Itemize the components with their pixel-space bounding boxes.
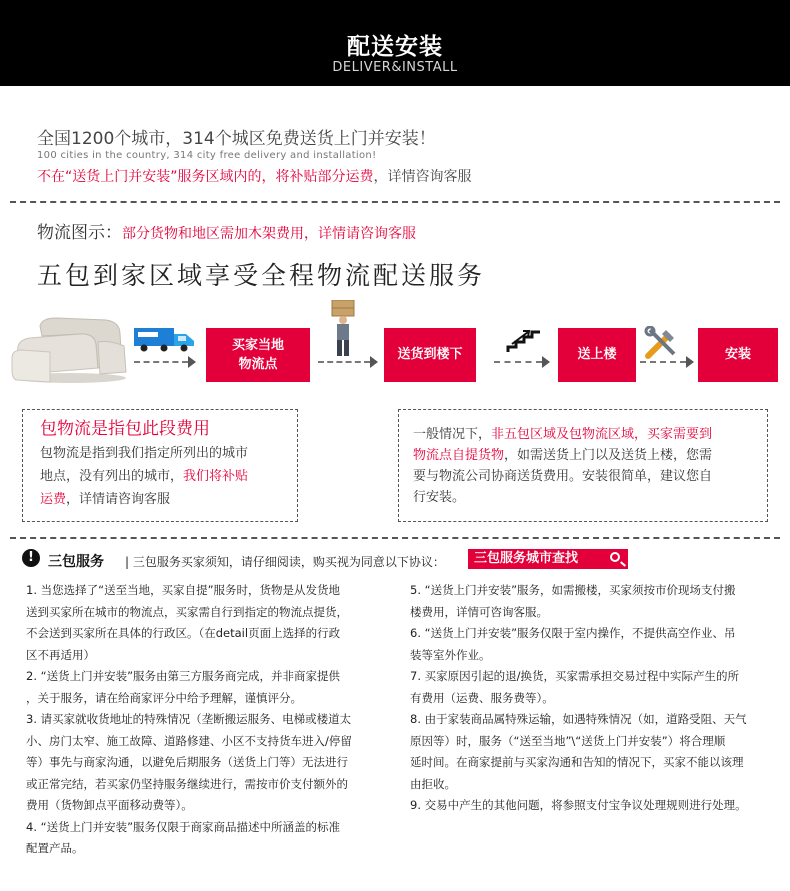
- flow-step-upstairs: [558, 328, 636, 382]
- divider: [10, 201, 780, 203]
- section-title: 配送安装: [347, 34, 443, 60]
- right-box-line3: 要与物流公司协商送货费用。安装很简单，建议您自: [413, 469, 713, 484]
- left-box-line3: [40, 488, 290, 511]
- terms-line: 由拒收。: [410, 776, 456, 791]
- terms-line: 费用（货物卸点平面移动费等）。: [26, 798, 193, 812]
- sofa-image: [10, 312, 130, 384]
- intro-headline: 全国1200个城市，314个城区免费送货上门并安装！: [37, 129, 436, 149]
- stairs-icon: [506, 330, 542, 354]
- flow-arrow: [640, 355, 694, 369]
- terms-line: 5. “送货上门并安装”服务，如需搬楼，买家须按市价现场支付搬: [410, 583, 736, 597]
- terms-line: 2. “送货上门并安装”服务由第三方服务商完成，并非商家提供: [26, 669, 341, 683]
- warning-icon: !: [22, 549, 40, 567]
- flow-step-local-pickup: [206, 328, 310, 382]
- flow-step-1-line1: 买家当地: [231, 337, 284, 353]
- worker-icon: [328, 300, 358, 358]
- left-box-title: 包物流是指包此段费用: [40, 419, 210, 439]
- search-icon: [610, 552, 620, 562]
- terms-line: 配置产品。: [26, 841, 84, 855]
- terms-line: 4. “送货上门并安装”服务仅限于商家商品描述中所涵盖的标准: [26, 819, 341, 834]
- logistics-label: 物流图示：: [37, 223, 122, 243]
- flow-arrow: [318, 355, 378, 369]
- left-box-line3b: ，详情请咨询客服: [66, 492, 171, 507]
- section-header: [0, 0, 790, 86]
- flow-step-3-label: 送上楼: [577, 347, 617, 363]
- terms-line: 不会送到买家所在具体的行政区。（在detail页面上选择的行政: [26, 626, 341, 640]
- subsidy-rest: ，详情咨询客服: [373, 169, 472, 185]
- logistics-note: 部分货物和地区需加木架费用，详情请咨询客服: [122, 226, 416, 242]
- terms-line: 装等室外作业。: [410, 647, 491, 662]
- terms-line: 延时间。在商家提前与买家沟通和告知的情况下，买家不能以该理: [410, 755, 744, 769]
- truck-icon: [134, 326, 196, 352]
- terms-line: 等）事先与商家沟通，以避免后期服务（送货上门等）无法进行: [26, 755, 348, 769]
- city-search-label: 三包服务城市查找: [474, 551, 579, 566]
- intro-english: 100 cities in the country, 314 city free delivery and installation!: [37, 150, 377, 161]
- flow-arrow: [134, 355, 196, 369]
- right-box-line1: [413, 424, 758, 445]
- terms-left-column: [26, 580, 396, 860]
- right-box-line1b: 非五包区域及包物流区域，买家需要到: [491, 427, 713, 442]
- flow-step-deliver-downstairs: [384, 328, 476, 382]
- left-box-line2a: 地点，没有列出的城市，: [40, 469, 184, 484]
- intro-subsidy-note: [37, 166, 472, 186]
- terms-line: 送到买家所在城市的物流点，买家需自行到指定的物流点提货，: [26, 604, 348, 619]
- three-guarantee-heading: 三包服务: [48, 554, 104, 570]
- terms-line: 或正常完结，若买家仍坚持服务继续进行，需按市价支付额外的: [26, 776, 348, 791]
- subsidy-highlight: 不在“送货上门并安装”服务区域内的，将补贴部分运费: [37, 169, 374, 185]
- terms-line: 区不再适用）: [26, 647, 95, 662]
- terms-line: 有费用（运费、服务费等）。: [410, 690, 554, 705]
- left-box-line2b: 我们将补贴: [183, 469, 249, 484]
- flow-step-install: [698, 328, 778, 382]
- right-box-line2a: 物流点自提货物: [413, 448, 505, 463]
- terms-line: ，关于服务，请在给商家评分中给予理解，谨慎评分。: [26, 690, 302, 705]
- service-big-title: 五包到家区域享受全程物流配送服务: [37, 261, 486, 290]
- terms-line: 7. 买家原因引起的退/换货，买家需承担交易过程中实际产生的所: [410, 669, 739, 683]
- section-subtitle: DELIVER&INSTALL: [332, 60, 458, 75]
- terms-line: 原因等）时，服务（“送至当地”\“送货上门并安装”）将合理顺: [410, 733, 726, 748]
- terms-line: 8. 由于家装商品属特殊运输，如遇特殊情况（如，道路受阻、天气: [410, 712, 747, 726]
- right-box-line2b: ，如需送货上门以及送货上楼，您需: [504, 448, 713, 463]
- flow-arrow: [494, 355, 550, 369]
- left-box-line2: [40, 465, 290, 488]
- terms-line: 1. 当您选择了“送至当地，买家自提”服务时，货物是从发货地: [26, 583, 341, 597]
- flow-step-1-line2: 物流点: [238, 357, 278, 372]
- terms-line: 9. 交易中产生的其他问题，将参照支付宝争议处理规则进行处理。: [410, 798, 747, 812]
- divider: [10, 537, 780, 539]
- right-box-line1a: 一般情况下，: [413, 427, 492, 442]
- left-box-line3a: 运费: [40, 492, 67, 507]
- flow-step-4-label: 安装: [724, 347, 751, 363]
- three-guarantee-description: | 三包服务买家须知，请仔细阅读，购买视为同意以下协议：: [125, 555, 445, 569]
- terms-line: 6. “送货上门并安装”服务仅限于室内操作，不提供高空作业、吊: [410, 626, 736, 640]
- right-box-line4: 行安装。: [413, 490, 466, 505]
- flow-step-2-label: 送货到楼下: [397, 347, 463, 363]
- left-box-line1: 包物流是指到我们指定所列出的城市: [40, 446, 249, 461]
- terms-right-column: [410, 580, 785, 817]
- right-box-text: [413, 424, 758, 508]
- logistics-heading: [37, 218, 416, 243]
- terms-line: 楼费用，详情可咨询客服。: [410, 604, 548, 619]
- terms-line: 小、房门太窄、施工故障、道路修建、小区不支持货车进入/停留: [26, 733, 352, 748]
- city-search-button[interactable]: [468, 549, 628, 569]
- terms-line: 3. 请买家就收货地址的特殊情况（垄断搬运服务、电梯或楼道太: [26, 712, 352, 726]
- right-box-line2: [413, 445, 758, 466]
- left-box-text: [40, 442, 290, 511]
